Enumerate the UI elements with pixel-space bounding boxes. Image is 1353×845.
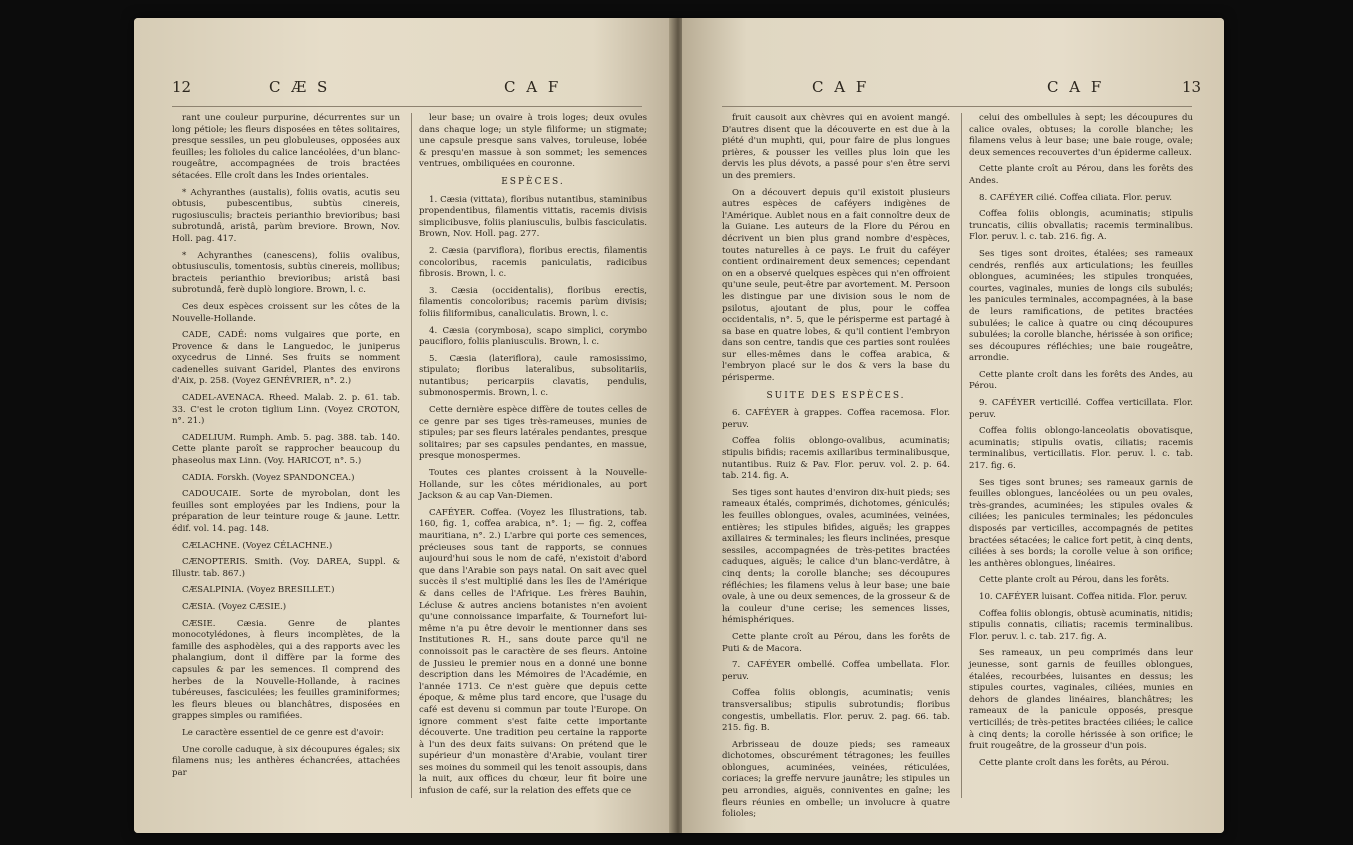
left-page [134,18,674,833]
paragraph: Le caractère essentiel de ce genre est d'avoir: [182,727,384,738]
right-page [682,18,1224,833]
paragraph: Ses tiges sont droites, étalées; ses rameaux cendrés, renflés aux articulations; les feuilles oblongues, acuminées; les stipules tronquées, courtes, vaginales, munies de longs cils subulés; les panicules terminales, accompagnées, à la base de leurs ramifications, de petites bractées subulées; le calice à quatre ou cinq découpures subulées; la corolle blanche, hérissée à son orifice; ses découpures réfléchies; une baie rougeâtre, arrondie. [969,248,1193,364]
paragraph: rant une couleur purpurine, décurrentes sur un long pétiole; les fleurs disposées en têtes solitaires, presque sessiles, un peu globuleuses, opposées aux feuilles; les folioles du calice lancéolées, d'un blanc-rougeâtre, accompagnées de trois bractées sétacées. Elle croît dans les Indes orientales. [172,113,400,181]
paragraph: 9. CAFÉYER verticillé. Coffea verticillata. Flor. peruv. [969,398,1193,420]
paragraph: CÆSIA. (Voyez CÆSIE.) [182,601,287,612]
paragraph: Cette dernière espèce diffère de toutes celles de ce genre par ses tiges très-rameuses, munies de stipules; par ses fleurs latérales pendantes, presque solitaires; par ses capsules pendantes, en massue, presque monospermes. [419,405,647,462]
left-head-title-2: C A F [504,78,562,96]
paragraph: Cette plante croît au Pérou, dans les forêts des Andes. [969,164,1193,186]
paragraph: CADELIUM. Rumph. Amb. 5. pag. 388. tab. 140. Cette plante paroît se rapprocher beaucoup du phaseolus max Linn. (Voy. HARICOT, n°. 5.) [172,432,400,467]
left-column-1 [172,113,400,784]
paragraph: Une corolle caduque, à six découpures égales; six filamens nus; les anthères échancrées, attachées par [172,744,400,778]
paragraph: CADE, CADÉ: noms vulgaires que porte, en Provence & dans le Languedoc, le juniperus oxycedrus de Linné. Ses fruits se nomment cadenelles suivant Garidel, Plantes des environs d'Aix, p. 258. (Voyez GENÉVRIER, n°. 2.) [172,330,400,387]
paragraph: Coffea foliis oblongis, acuminatis; stipulis truncatis, ciliis obvallatis; racemis terminalibus. Flor. peruv. l. c. tab. 216. fig. A. [969,209,1193,243]
left-head-rule [172,106,642,107]
paragraph: Coffea foliis oblongis, acuminatis; venis transversalibus; stipulis subrotundis; floribus congestis, umbellatis. Flor. peruv. 2. pag. 66. tab. 215. fig. B. [722,688,950,734]
paragraph: Coffea foliis oblongo-ovalibus, acuminatis; stipulis bifidis; racemis axillaribus terminalibusque, nutantibus. Ruiz & Pav. Flor. peruv. vol. 2. p. 64. tab. 214. fig. A. [722,436,950,482]
right-column-2 [969,113,1193,774]
right-head-title-1: C A F [812,78,870,96]
right-running-head [682,78,1224,98]
right-head-rule [722,106,1192,107]
left-page-number: 12 [172,78,192,96]
paragraph: CÆNOPTERIS. Smith. (Voy. DAREA, Suppl. & Illustr. tab. 867.) [172,557,400,579]
left-column-2 [419,113,647,803]
paragraph: 3. Cæsia (occidentalis), floribus erectis, filamentis concoloribus; racemis parùm divisis; foliis filiformibus, canaliculatis. Brown, l. c. [419,285,647,319]
paragraph: CADIA. Forskh. (Voyez SPANDONCEA.) [182,472,355,483]
paragraph: Cette plante croît dans les forêts des Andes, au Pérou. [969,369,1193,392]
section-heading: ESPÈCES. [501,176,565,187]
paragraph: CÆLACHNE. (Voyez CÉLACHNE.) [182,540,333,551]
paragraph: 1. Cæsia (vittata), floribus nutantibus, staminibus propendentibus, filamentis vittatis, racemis divisis simplicibusve, foliis planiusculis, bulbis fasciculatis. Brown, Nov. Holl. pag. 277. [419,194,647,240]
paragraph: * Achyranthes (canescens), foliis ovalibus, obtusiusculis, tomentosis, subtùs cinereis, mollibus; bracteis perianthio brevioribus; aristâ basi subrotundâ, ferè duplò longiore. Brown, l. c. [172,250,400,296]
left-column-rule [411,113,412,798]
paragraph: fruit causoit aux chèvres qui en avoient mangé. D'autres disent que la découverte en est due à la piété d'un muphti, qui, pour faire de plus longues prières, & pousser les veilles plus loin que les dervis les plus dévots, a passé pour s'en être servi un des premiers. [722,113,950,181]
paragraph: Cette plante croît au Pérou, dans les forêts de Puti & de Macora. [722,631,950,654]
paragraph: 6. CAFÉYER à grappes. Coffea racemosa. Flor. peruv. [722,408,950,430]
left-running-head [134,78,674,98]
paragraph: 8. CAFÉYER cilié. Coffea ciliata. Flor. peruv. [979,192,1173,203]
paragraph: CAFÉYER. Coffea. (Voyez les Illustrations, tab. 160, fig. 1, coffea arabica, n°. 1; — fig. 2, coffea mauritiana, n°. 2.) L'arbre qui porte ces semences, précieuses sous tant de rapports, se connues aujourd'hui sous le nom de café, n'existoit d'abord que dans l'Arabie son pays natal. On sait avec quel succès il s'est multiplié dans les îles de l'Amérique & dans celles de l'Afrique. Les frères Bauhin, Lécluse & autres anciens botanistes n'en avoient qu'une connoissance imparfaite, & Tournefort lui-même n'a pu être devoir le mentionner dans ses Institutiones R. H., sans doute parce qu'il ne connoissoit pas le caractère de ses fleurs. Antoine de Jussieu le premier nous en a donné une bonne description dans les Mémoires de l'Académie, en l'année 1713. Ce n'est guère que depuis cette époque, & même plus tard encore, que l'usage du café est devenu si commun par toute l'Europe. On ignore comment s'est faite cette importante découverte. Une tradition peu certaine la rapporte à l'un des deux faits suivans: On prétend que le supérieur d'un monastère d'Arabie, voulant tirer ses moines du sommeil qui les tenoit assoupis, dans la nuit, aux offices du chœur, leur fit boire une infusion de café, sur la relation des effets que ce [419,507,647,797]
paragraph: CÆSIE. Cæsia. Genre de plantes monocotylédones, à fleurs incomplètes, de la famille des asphodèles, qui a des rapports avec les phalangium, dont il diffère par la forme des capsules & par les semences. Il comprend des herbes de la Nouvelle-Hollande, à racines tubéreuses, fasciculées; les feuilles graminiformes; les fleurs bleues ou blanchâtres, disposées en grappes simples ou ramifiées. [172,618,400,722]
paragraph: CADOUCAIE. Sorte de myrobolan, dont les feuilles sont employées par les Indiens, pour la préparation de leur teinture rouge & jaune. Lettr. édif. vol. 14. pag. 148. [172,489,400,534]
paragraph: Ses rameaux, un peu comprimés dans leur jeunesse, sont garnis de feuilles oblongues, étalées, recourbées, luisantes en dessus; les stipules courtes, vaginales, ciliées, munies en dehors de glandes linéaires, blanchâtres; les rameaux de la panicule opposés, presque verticillés; de très-petites bractées ciliées; le calice à cinq dents; la corolle hérissée à son orifice; le fruit rougeâtre, de la grosseur d'un pois. [969,648,1193,752]
paragraph: Ces deux espèces croissent sur les côtes de la Nouvelle-Hollande. [172,301,400,324]
right-page-number: 13 [1182,78,1202,96]
paragraph: leur base; un ovaire à trois loges; deux ovules dans chaque loge; un style filiforme; un stigmate; une capsule presque sans valves, toruleuse, lobée & presqu'en massue à son sommet; les semences ventrues, ombiliquées en couronne. [419,113,647,170]
paragraph: Coffea foliis oblongis, obtusè acuminatis, nitidis; stipulis connatis, ciliatis; racemis terminalibus. Flor. peruv. l. c. tab. 217. fig. A. [969,608,1193,642]
paragraph: Ses tiges sont hautes d'environ dix-huit pieds; ses rameaux étalés, comprimés, dichotomes, géniculés; les feuilles oblongues, ovales, acuminées, veinées, entières; les stipules bifides, aiguës; les grappes axillaires & terminales; les fleurs inclinées, presque sessiles, accompagnées de très-petites bractées caduques, aiguës; le calice d'un blanc-verdâtre, à cinq dents; la corolle blanche; ses découpures réfléchies; les filamens velus à leur base; une baie ovale, à une ou deux semences, de la grosseur & de la couleur d'une cerise; les semences lisses, hémisphériques. [722,487,950,626]
paragraph: Cette plante croît dans les forêts, au Pérou. [979,757,1170,768]
left-head-title-1: C Æ S [269,78,331,96]
paragraph: Arbrisseau de douze pieds; ses rameaux dichotomes, obscurément tétragones; les feuilles oblongues, acuminées, veinées, réticulées, coriaces; la greffe nervure jaunâtre; les stipules un peu arrondies, aiguës, conniventes en gaîne; les fleurs réunies en ombelle; un involucre à quatre folioles; [722,739,950,820]
paragraph: Coffea foliis oblongo-lanceolatis obovatisque, acuminatis; stipulis ovatis, ciliatis; racemis terminalibus, verticillatis. Flor. peruv. l. c. tab. 217. fig. 6. [969,426,1193,472]
paragraph: 2. Cæsia (parviflora), floribus erectis, filamentis concoloribus, racemis paniculatis, radicibus fibrosis. Brown, l. c. [419,245,647,280]
section-heading: SUITE DES ESPÈCES. [766,390,906,401]
paragraph: Cette plante croît au Pérou, dans les forêts. [979,575,1170,586]
right-column-rule [961,113,962,798]
paragraph: 10. CAFÉYER luisant. Coffea nitida. Flor. peruv. [979,591,1188,602]
right-head-title-2: C A F [1047,78,1105,96]
paragraph: 5. Cæsia (lateriflora), caule ramosissimo, stipulato; floribus lateralibus, subsolitariis, nutantibus; pericarpiis clavatis, pendulis, submonospermis. Brown, l. c. [419,353,647,399]
right-column-1 [722,113,950,826]
paragraph: celui des ombellules à sept; les découpures du calice ovales, obtuses; la corolle blanche; les filamens velus à leur base; une baie rouge, ovale; deux semences recouvertes d'un épiderme calleux. [969,113,1193,158]
paragraph: CÆSALPINIA. (Voyez BRESILLET.) [182,585,335,596]
paragraph: Ses tiges sont brunes; ses rameaux garnis de feuilles oblongues, lancéolées ou un peu ovales, très-grandes, acuminées; les stipules ovales & ciliées; les panicules terminales; les pédoncules disposés par verticilles, accompagnés de petites bractées sétacées; le calice fort petit, à cinq dents, ciliées à ses bords; la corolle velue à son orifice; les anthères oblongues, linéaires. [969,477,1193,569]
paragraph: * Achyranthes (austalis), foliis ovatis, acutis seu obtusis, pubescentibus, subtùs cinereis, rugosiusculis; bracteis perianthio brevioribus; basi subrotundâ, aristâ, parùm breviore. Brown, Nov. Holl. pag. 417. [172,187,400,244]
paragraph: Toutes ces plantes croissent à la Nouvelle-Hollande, sur les côtes méridionales, au port Jackson & au cap Van-Diemen. [419,468,647,502]
open-book [134,18,1224,833]
paragraph: 7. CAFÉYER ombellé. Coffea umbellata. Flor. peruv. [722,660,950,682]
paragraph: CADEL-AVENACA. Rheed. Malab. 2. p. 61. tab. 33. C'est le croton tiglium Linn. (Voyez CROTON, n°. 21.) [172,393,400,427]
paragraph: 4. Cæsia (corymbosa), scapo simplici, corymbo paucifloro, foliis planiusculis. Brown, l. c. [419,325,647,348]
paragraph: On a découvert depuis qu'il existoit plusieurs autres espèces de caféyers indigènes de l'Amérique. Aublet nous en a fait connoître deux de la Guiane. Les auteurs de la Flore du Pérou en décrivent un bien plus grand nombre d'espèces, toutes naturelles à ce pays. Le fruit du caféyer contient ordinairement deux semences; cependant on en a observé quelques espèces qui n'en offroient qu'une seule, peut-être par avortement. M. Persoon les distingue par une division sous le nom de psilotus, ajoutant de plus, pour le coffea occidentalis, n°. 5, que le périsperme est partagé à sa base en quatre lobes, & qu'il contient l'embryon dans son centre, tandis que ces parties sont roulées sur elles-mêmes dans le coffea arabica, & l'embryon placé sur le dos & vers la base du périsperme. [722,187,950,384]
